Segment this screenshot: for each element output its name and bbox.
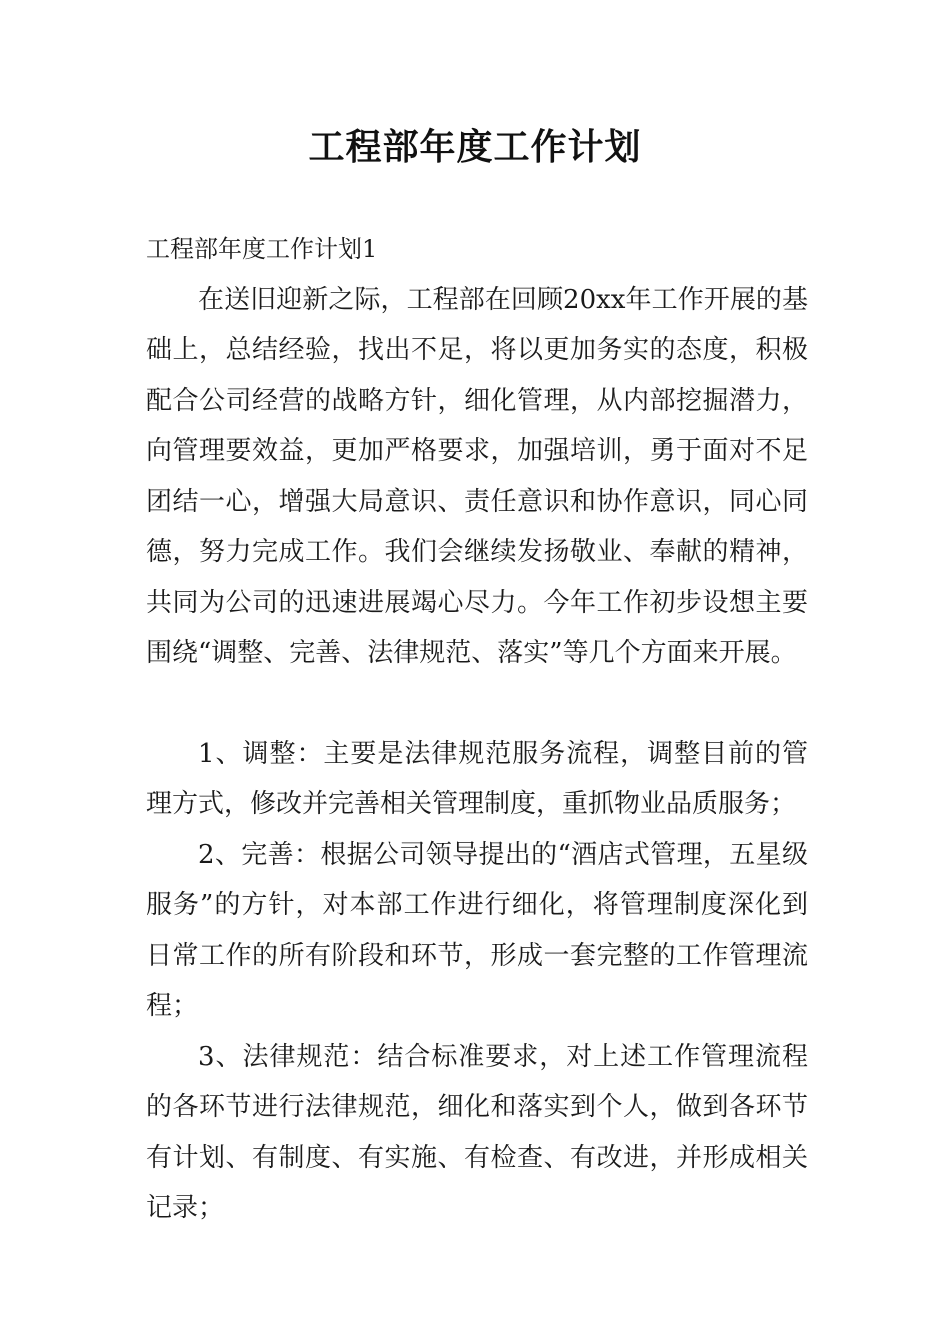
document-title: 工程部年度工作计划 bbox=[308, 127, 642, 168]
paragraph-spacer bbox=[146, 679, 808, 729]
intro-paragraph: 在送旧迎新之际，工程部在回顾20xx年工作开展的基础上，总结经验，找出不足，将以更加务实的态度，积极配合公司经营的战略方针，细化管理，从内部挖掘潜力，向管理要效益，更加严格要求，加强培训，勇于面对不足团结一心，增强大局意识、责任意识和协作意识，同心同德，努力完成工作。我们会继续发扬敬业、奉献的精神，共同为公司的迅速进展竭心尽力。今年工作初步设想主要围绕“调整、完善、法律规范、落实”等几个方面来开展。 bbox=[146, 284, 808, 668]
list-item: 1、调整：主要是法律规范服务流程，调整目前的管理方式，修改并完善相关管理制度，重抓物业品质服务； bbox=[146, 738, 808, 819]
section-subtitle: 工程部年度工作计划1 bbox=[146, 235, 378, 263]
list-item: 3、法律规范：结合标准要求，对上述工作管理流程的各环节进行法律规范，细化和落实到个人，做到各环节有计划、有制度、有实施、有检查、有改进，并形成相关记录； bbox=[146, 1041, 808, 1223]
document-body bbox=[146, 224, 808, 1234]
list-item: 2、完善：根据公司领导提出的“酒店式管理，五星级服务”的方针，对本部工作进行细化，将管理制度深化到日常工作的所有阶段和环节，形成一套完整的工作管理流程； bbox=[146, 839, 808, 1021]
